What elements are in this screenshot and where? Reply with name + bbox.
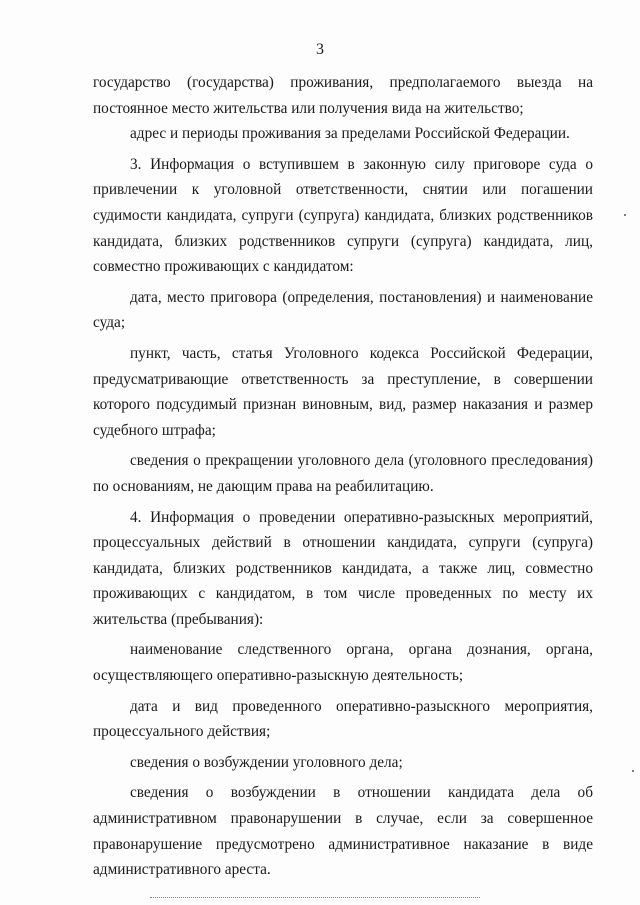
- paragraph-address-abroad: адрес и периоды проживания за пределами Российской Федерации.: [130, 125, 570, 143]
- paragraph-section-4: 4. Информация о проведении оперативно-разыскных мероприятий, процессуальных действий в отношении кандидата, супруги (супруга) кандидата, близких родственников кандидата, а также лиц, совместно проживающих с кандидатом, в том числе проведенных по месту их жительства (пребывания):: [93, 508, 593, 628]
- paragraph-operation-date: дата и вид проведенного оперативно-разыскного мероприятия, процессуального действия;: [93, 697, 593, 741]
- paragraph-case-termination: сведения о прекращении уголовного дела (уголовного преследования) по основаниям, не дающим права на реабилитацию.: [93, 452, 593, 495]
- paragraph-section-3: 3. Информация о вступившем в законную силу приговоре суда о привлечении к уголовной ответственности, снятии или погашении судимости кандидата, супруги (супруга) кандидата, близких родственников кандидата, близких родственников супруги (супруга) кандидата, лиц, совместно проживающих с кандидатом:: [93, 155, 593, 276]
- document-body: [93, 70, 593, 883]
- paragraph-verdict-date: дата, место приговора (определения, постановления) и наименование суда;: [93, 288, 593, 332]
- paragraph-criminal-case: сведения о возбуждении уголовного дела;: [130, 753, 403, 771]
- page-number: 3: [316, 41, 324, 58]
- scan-bottom-edge: [150, 897, 480, 898]
- paragraph-criminal-code: пункт, часть, статья Уголовного кодекса Российской Федерации, предусматривающие ответственность за преступление, в совершении которого подсудимый признан виновным, вид, размер наказания и размер судебного штрафа;: [93, 344, 593, 439]
- scan-speck: [632, 770, 634, 772]
- scan-speck: [624, 214, 626, 216]
- paragraph-investigative-body: наименование следственного органа, органа дознания, органа, осуществляющего оперативно-разыскную деятельность;: [93, 641, 593, 685]
- paragraph-residence-country: государство (государства) проживания, предполагаемого выезда на постоянное место жительства или получения вида на жительство;: [93, 74, 593, 117]
- paragraph-administrative-case: сведения о возбуждении в отношении кандидата дела об административном правонарушении в случае, если за совершенное правонарушение предусмотрено административное наказание в виде административного ареста.: [93, 784, 593, 879]
